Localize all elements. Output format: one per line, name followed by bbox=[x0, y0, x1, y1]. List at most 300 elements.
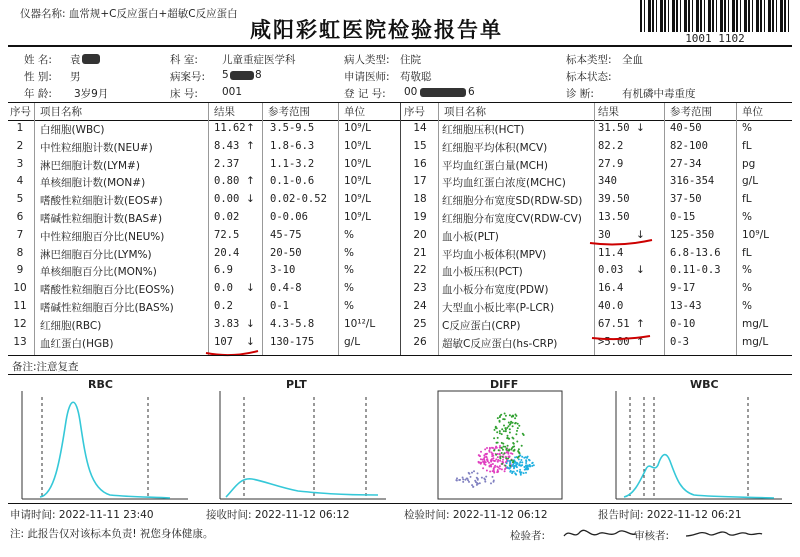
diff-dot bbox=[497, 456, 499, 458]
diff-dot bbox=[499, 465, 501, 467]
col-range-right: 参考范围 bbox=[670, 106, 712, 118]
diff-dot bbox=[503, 446, 505, 448]
reference-range-cell: 6.8-13.6 bbox=[670, 246, 721, 259]
diff-dot bbox=[455, 479, 457, 481]
diff-dot bbox=[529, 465, 531, 467]
col-unit-right: 单位 bbox=[742, 106, 763, 118]
flag-cell: ↑ bbox=[246, 175, 255, 188]
diff-dot bbox=[513, 450, 515, 452]
diff-dot bbox=[526, 457, 528, 459]
reference-range-cell: 45-75 bbox=[270, 228, 302, 241]
diff-dot bbox=[506, 452, 508, 454]
diff-dot bbox=[500, 447, 502, 449]
receive-time: 接收时间: 2022-11-12 06:12 bbox=[206, 509, 350, 521]
diff-dot bbox=[493, 469, 495, 471]
diff-dot bbox=[477, 472, 479, 474]
diff-dot bbox=[515, 464, 517, 466]
col-result-right: 结果 bbox=[598, 106, 619, 118]
diff-dot bbox=[521, 464, 523, 466]
unit-cell: % bbox=[344, 246, 354, 259]
unit-cell: 10⁹/L bbox=[344, 139, 371, 152]
unit-cell: % bbox=[742, 122, 752, 134]
unit-cell: 10⁹/L bbox=[344, 122, 371, 134]
diff-dot bbox=[519, 461, 521, 463]
reference-range-cell: 82-100 bbox=[670, 139, 708, 152]
item-name-cell: 红细胞分布宽度CV(RDW-CV) bbox=[442, 213, 582, 225]
result-value-cell: 340 bbox=[598, 175, 617, 188]
diff-dot bbox=[502, 459, 504, 461]
result-value-cell: 107 bbox=[214, 335, 233, 348]
seq-cell: 23 bbox=[413, 282, 427, 295]
diff-dot bbox=[504, 413, 506, 415]
diff-dot bbox=[477, 478, 479, 480]
regno-suffix: 6 bbox=[468, 86, 475, 98]
seq-cell: 17 bbox=[413, 175, 427, 188]
diff-dot bbox=[513, 471, 515, 473]
reviewer-signature bbox=[684, 524, 764, 542]
unit-cell: fL bbox=[742, 193, 752, 206]
diff-dot bbox=[497, 437, 499, 439]
unit-cell: % bbox=[344, 300, 354, 312]
diff-dot bbox=[462, 481, 464, 483]
diff-dot bbox=[508, 422, 510, 424]
seq-cell: 1 bbox=[16, 122, 24, 134]
unit-cell: 10⁹/L bbox=[742, 228, 769, 241]
diff-dot bbox=[516, 430, 518, 432]
diff-dot bbox=[511, 459, 513, 461]
seq-cell: 5 bbox=[16, 193, 24, 206]
diff-dot bbox=[482, 467, 484, 469]
diff-dot bbox=[518, 448, 520, 450]
reference-range-cell: 1.8-6.3 bbox=[270, 139, 315, 152]
diff-dot bbox=[507, 458, 509, 460]
diff-scatter bbox=[436, 389, 566, 503]
plt-curve bbox=[226, 479, 378, 497]
flag-cell: ↑ bbox=[636, 317, 645, 330]
flag-cell: ↑ bbox=[246, 139, 255, 152]
diff-dot bbox=[490, 465, 492, 467]
diff-dot bbox=[510, 449, 512, 451]
diff-dot bbox=[486, 453, 488, 455]
diff-dot bbox=[490, 482, 492, 484]
result-value-cell: 2.37 bbox=[214, 157, 240, 170]
diff-dot bbox=[501, 463, 503, 465]
diff-dot bbox=[516, 441, 518, 443]
diff-dot bbox=[510, 452, 512, 454]
unit-cell: % bbox=[344, 282, 354, 295]
diff-dot bbox=[478, 461, 480, 463]
item-name-cell: 平均血小板体积(MPV) bbox=[442, 248, 547, 261]
seq-cell: 2 bbox=[16, 139, 24, 152]
diff-dot bbox=[499, 416, 501, 418]
diff-dot bbox=[503, 425, 505, 427]
table-bottom-border bbox=[8, 355, 792, 356]
diff-dot bbox=[501, 433, 503, 435]
seq-cell: 24 bbox=[413, 300, 427, 312]
result-value-cell: 40.0 bbox=[598, 300, 624, 312]
item-name-cell: 红细胞平均体积(MCV) bbox=[442, 141, 548, 154]
bed-label: 床 号: bbox=[170, 88, 198, 100]
diff-dot bbox=[480, 458, 482, 460]
diff-dot bbox=[480, 462, 482, 464]
diff-dot bbox=[503, 452, 505, 454]
diff-dot bbox=[471, 484, 473, 486]
doctor-label: 申请医师: bbox=[344, 71, 390, 83]
diff-dot bbox=[506, 427, 508, 429]
result-value-cell: 6.9 bbox=[214, 264, 233, 277]
diff-dot bbox=[512, 437, 514, 439]
diff-dot bbox=[486, 470, 488, 472]
unit-cell: % bbox=[344, 228, 354, 241]
diff-dot bbox=[506, 466, 508, 468]
diff-dot bbox=[512, 442, 514, 444]
diff-dot bbox=[517, 457, 519, 459]
seq-cell: 13 bbox=[13, 335, 27, 348]
item-name-cell: 血小板分布宽度(PDW) bbox=[442, 284, 549, 297]
flag-cell: ↑ bbox=[636, 335, 645, 348]
unit-cell: fL bbox=[742, 139, 752, 152]
report-time: 报告时间: 2022-11-12 06:21 bbox=[598, 509, 742, 521]
diff-dot bbox=[484, 448, 486, 450]
diagnosis-value: 有机磷中毒重度 bbox=[622, 88, 696, 100]
item-name-cell: 超敏C反应蛋白(hs-CRP) bbox=[442, 337, 558, 350]
result-value-cell: 67.51 bbox=[598, 317, 630, 330]
seq-cell: 20 bbox=[413, 228, 427, 241]
item-name-cell: 单核细胞百分比(MON%) bbox=[40, 266, 157, 279]
footer-note: 注: 此报告仅对该标本负责! 祝您身体健康。 bbox=[10, 528, 214, 540]
diff-dot bbox=[489, 451, 491, 453]
diff-dot bbox=[481, 477, 483, 479]
reference-range-cell: 0.4-8 bbox=[270, 282, 302, 295]
diff-dot bbox=[492, 453, 494, 455]
seq-cell: 15 bbox=[413, 139, 427, 152]
diff-dot bbox=[499, 432, 501, 434]
diff-dot bbox=[508, 425, 510, 427]
diff-dot bbox=[523, 434, 525, 436]
diff-dot bbox=[505, 457, 507, 459]
wbc-histogram bbox=[614, 391, 784, 503]
doctor-value: 苟敬聪 bbox=[400, 71, 432, 83]
seq-cell: 7 bbox=[16, 228, 24, 241]
item-name-cell: 血红蛋白(HGB) bbox=[40, 337, 114, 350]
diff-dot bbox=[503, 430, 505, 432]
diff-dot bbox=[507, 460, 509, 462]
item-name-cell: 中性粒细胞百分比(NEU%) bbox=[40, 230, 165, 243]
unit-cell: fL bbox=[742, 246, 752, 259]
item-name-cell: 红细胞(RBC) bbox=[40, 319, 102, 332]
diff-dot bbox=[501, 428, 503, 430]
seq-cell: 26 bbox=[413, 335, 427, 348]
result-value-cell: 0.80 bbox=[214, 175, 240, 188]
diff-dot bbox=[521, 461, 523, 463]
item-name-cell: 淋巴细胞计数(LYM#) bbox=[40, 159, 140, 172]
result-value-cell: 16.4 bbox=[598, 282, 624, 295]
unit-cell: 10¹²/L bbox=[344, 317, 376, 330]
item-name-cell: 血小板(PLT) bbox=[442, 230, 499, 243]
reference-range-cell: 0-10 bbox=[670, 317, 696, 330]
diff-dot bbox=[493, 481, 495, 483]
seq-cell: 3 bbox=[16, 157, 24, 170]
item-name-cell: C反应蛋白(CRP) bbox=[442, 319, 521, 332]
col-item-right: 项目名称 bbox=[444, 106, 486, 118]
diff-dot bbox=[499, 460, 501, 462]
reference-range-cell: 9-17 bbox=[670, 282, 696, 295]
item-name-cell: 嗜碱性粒细胞百分比(BAS%) bbox=[40, 302, 174, 314]
result-value-cell: 0.2 bbox=[214, 300, 233, 312]
diff-dot bbox=[514, 422, 516, 424]
diff-dot bbox=[501, 442, 503, 444]
diff-dot bbox=[499, 430, 501, 432]
wbc-curve bbox=[624, 455, 774, 498]
diff-dot bbox=[494, 429, 496, 431]
diff-dot bbox=[462, 478, 464, 480]
seq-cell: 22 bbox=[413, 264, 427, 277]
result-value-cell: 11.4 bbox=[598, 246, 624, 259]
patient-type-label: 病人类型: bbox=[344, 54, 390, 66]
item-name-cell: 平均血红蛋白浓度(MCHC) bbox=[442, 177, 566, 190]
diff-dot bbox=[521, 456, 523, 458]
col-seq-right: 序号 bbox=[404, 106, 425, 118]
diff-dot bbox=[492, 463, 494, 465]
diff-dot bbox=[480, 451, 482, 453]
result-value-cell: 3.83 bbox=[214, 317, 240, 330]
plt-graph-title: PLT bbox=[286, 378, 307, 391]
patient-type-value: 住院 bbox=[400, 54, 421, 66]
result-value-cell: 39.50 bbox=[598, 193, 630, 206]
unit-cell: pg bbox=[742, 157, 756, 170]
col-result: 结果 bbox=[214, 106, 235, 118]
diff-dot bbox=[505, 465, 507, 467]
flag-cell: ↓ bbox=[246, 193, 255, 206]
rbc-curve bbox=[40, 402, 170, 498]
footer-top-border bbox=[8, 503, 792, 504]
diff-dot bbox=[495, 454, 497, 456]
diff-dot bbox=[517, 427, 519, 429]
diff-dot bbox=[493, 460, 495, 462]
diff-dot bbox=[511, 416, 513, 418]
diff-dot bbox=[507, 445, 509, 447]
diff-dot bbox=[478, 454, 480, 456]
diff-dot bbox=[501, 452, 503, 454]
plt-underline bbox=[590, 240, 652, 244]
diff-dot bbox=[499, 456, 501, 458]
specimen-type-label: 标本类型: bbox=[566, 54, 612, 66]
gender-value: 男 bbox=[70, 71, 81, 83]
diff-dot bbox=[509, 465, 511, 467]
item-name-cell: 嗜酸性粒细胞计数(EOS#) bbox=[40, 195, 163, 208]
item-name-cell: 单核细胞计数(MON#) bbox=[40, 177, 146, 190]
diff-dot bbox=[525, 465, 527, 467]
result-value-cell: 0.03 bbox=[598, 264, 624, 277]
col-item: 项目名称 bbox=[40, 106, 82, 118]
diff-dot bbox=[517, 423, 519, 425]
reference-range-cell: 40-50 bbox=[670, 122, 702, 134]
diff-dot bbox=[525, 462, 527, 464]
tester-label: 检验者: bbox=[510, 530, 546, 542]
seq-cell: 14 bbox=[413, 122, 427, 134]
reference-range-cell: 20-50 bbox=[270, 246, 302, 259]
unit-cell: mg/L bbox=[742, 317, 769, 330]
diff-dot bbox=[512, 425, 514, 427]
diff-dot bbox=[513, 467, 515, 469]
diff-graph-title: DIFF bbox=[490, 378, 519, 391]
item-name-cell: 白细胞(WBC) bbox=[40, 124, 105, 136]
result-value-cell: 0.0 bbox=[214, 282, 233, 295]
diff-dot bbox=[485, 461, 487, 463]
diff-dot bbox=[514, 417, 516, 419]
unit-cell: mg/L bbox=[742, 335, 769, 348]
diff-dot bbox=[492, 476, 494, 478]
reference-range-cell: 3.5-9.5 bbox=[270, 122, 315, 134]
diff-dot bbox=[519, 469, 521, 471]
diff-dot bbox=[466, 478, 468, 480]
diff-dot bbox=[472, 486, 474, 488]
dept-value: 儿童重症医学科 bbox=[222, 54, 296, 66]
diff-dot bbox=[484, 479, 486, 481]
reference-range-cell: 37-50 bbox=[670, 193, 702, 206]
reference-range-cell: 0.02-0.52 bbox=[270, 193, 327, 206]
plt-histogram bbox=[218, 391, 388, 503]
item-name-cell: 红细胞压积(HCT) bbox=[442, 124, 525, 136]
diff-dot bbox=[501, 468, 503, 470]
diff-dot bbox=[493, 472, 495, 474]
item-name-cell: 嗜酸性粒细胞百分比(EOS%) bbox=[40, 284, 175, 297]
diff-dot bbox=[523, 472, 525, 474]
caseno-suffix: 8 bbox=[255, 69, 262, 81]
diff-dot bbox=[506, 437, 508, 439]
result-value-cell: 13.50 bbox=[598, 211, 630, 223]
test-time: 检验时间: 2022-11-12 06:12 bbox=[404, 509, 548, 521]
result-value-cell: 11.62 bbox=[214, 122, 246, 134]
diff-dot bbox=[502, 456, 504, 458]
reference-range-cell: 130-175 bbox=[270, 335, 315, 348]
result-value-cell: 31.50 bbox=[598, 122, 630, 134]
diff-dot bbox=[519, 452, 521, 454]
apply-time: 申请时间: 2022-11-11 23:40 bbox=[10, 509, 154, 521]
diff-dot bbox=[468, 472, 470, 474]
diff-dot bbox=[479, 482, 481, 484]
seq-cell: 4 bbox=[16, 175, 24, 188]
name-label: 姓 名: bbox=[24, 54, 52, 66]
diff-dot bbox=[508, 468, 510, 470]
diagnosis-label: 诊 断: bbox=[566, 88, 594, 100]
diff-dot bbox=[525, 472, 527, 474]
result-value-cell: 72.5 bbox=[214, 228, 240, 241]
diff-dot bbox=[505, 429, 507, 431]
wbc-graph-title: WBC bbox=[690, 378, 719, 391]
diff-dot bbox=[477, 483, 479, 485]
diff-dot bbox=[495, 446, 497, 448]
tester-signature bbox=[560, 524, 640, 542]
diff-dot bbox=[497, 469, 499, 471]
regno-label: 登 记 号: bbox=[344, 88, 386, 100]
regno-value: 00 bbox=[404, 86, 418, 98]
diff-dot bbox=[492, 447, 494, 449]
diff-dot bbox=[502, 449, 504, 451]
remark-border bbox=[8, 374, 792, 375]
unit-cell: 10⁹/L bbox=[344, 211, 371, 223]
name-value: 袁 bbox=[70, 54, 81, 66]
result-value-cell: 0.00 bbox=[214, 193, 240, 206]
diff-dot bbox=[489, 447, 491, 449]
diff-dot bbox=[499, 468, 501, 470]
reference-range-cell: 0-15 bbox=[670, 211, 696, 223]
seq-cell: 10 bbox=[13, 282, 27, 295]
diff-dot bbox=[514, 456, 516, 458]
diff-dot bbox=[505, 449, 507, 451]
diff-dot bbox=[489, 471, 491, 473]
col-unit: 单位 bbox=[344, 106, 365, 118]
gender-label: 性 别: bbox=[24, 71, 52, 83]
result-value-cell: 30 bbox=[598, 228, 611, 241]
diff-dot bbox=[485, 464, 487, 466]
age-value: 3岁9月 bbox=[74, 88, 109, 100]
diff-dot bbox=[486, 459, 488, 461]
report-title: 咸阳彩虹医院检验报告单 bbox=[250, 18, 503, 42]
diff-dot bbox=[509, 414, 511, 416]
item-name-cell: 红细胞分布宽度SD(RDW-SD) bbox=[442, 195, 583, 208]
diff-dot bbox=[518, 425, 520, 427]
diff-dot bbox=[515, 433, 517, 435]
result-value-cell: 27.9 bbox=[598, 157, 624, 170]
reference-range-cell: 0-0.06 bbox=[270, 211, 308, 223]
flag-cell: ↓ bbox=[246, 317, 255, 330]
diff-dot bbox=[521, 471, 523, 473]
unit-cell: % bbox=[742, 264, 752, 277]
diff-dot bbox=[496, 431, 498, 433]
diff-dot bbox=[493, 450, 495, 452]
flag-cell: ↓ bbox=[636, 228, 645, 241]
result-value-cell: >5.00 bbox=[598, 335, 630, 348]
item-name-cell: 淋巴细胞百分比(LYM%) bbox=[40, 248, 152, 261]
flag-cell: ↓ bbox=[246, 335, 255, 348]
diff-dot bbox=[490, 459, 492, 461]
diff-dot bbox=[471, 472, 473, 474]
unit-cell: 10⁹/L bbox=[344, 175, 371, 188]
diff-dot bbox=[529, 459, 531, 461]
diff-dot bbox=[485, 476, 487, 478]
diff-dot bbox=[516, 470, 518, 472]
diff-dot bbox=[531, 462, 533, 464]
diff-dot bbox=[521, 445, 523, 447]
diff-dot bbox=[498, 449, 500, 451]
diff-dot bbox=[504, 446, 506, 448]
diff-dot bbox=[496, 466, 498, 468]
diff-dot bbox=[497, 459, 499, 461]
diff-dot bbox=[515, 415, 517, 417]
diff-dot bbox=[493, 437, 495, 439]
diff-dot bbox=[499, 453, 501, 455]
diff-dot bbox=[520, 459, 522, 461]
diff-dot bbox=[519, 471, 521, 473]
dept-label: 科 室: bbox=[170, 54, 198, 66]
diff-dot bbox=[473, 470, 475, 472]
seq-cell: 16 bbox=[413, 157, 427, 170]
col-range: 参考范围 bbox=[268, 106, 310, 118]
item-name-cell: 嗜碱性粒细胞计数(BAS#) bbox=[40, 213, 163, 225]
diff-dot bbox=[496, 442, 498, 444]
col-seq: 序号 bbox=[10, 106, 31, 118]
reference-range-cell: 0-1 bbox=[270, 300, 289, 312]
seq-cell: 25 bbox=[413, 317, 427, 330]
diff-dot bbox=[509, 455, 511, 457]
reference-range-cell: 0-3 bbox=[670, 335, 689, 348]
unit-cell: % bbox=[742, 282, 752, 295]
result-value-cell: 8.43 bbox=[214, 139, 240, 152]
specimen-status-label: 标本状态: bbox=[566, 71, 612, 83]
reference-range-cell: 3-10 bbox=[270, 264, 296, 277]
seq-cell: 11 bbox=[13, 300, 27, 312]
